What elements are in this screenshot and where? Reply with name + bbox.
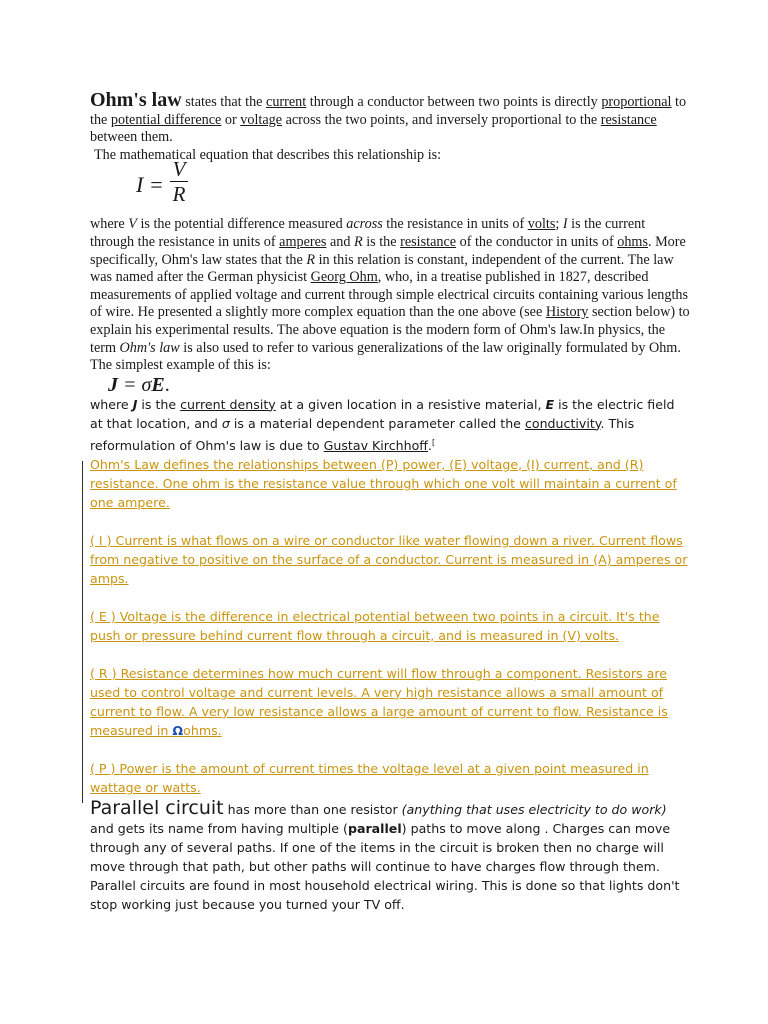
omega-symbol: Ω (172, 722, 184, 738)
link-amperes[interactable]: amperes (279, 233, 327, 250)
equation-denominator: R (172, 182, 186, 207)
link-georg-ohm[interactable]: Georg Ohm (310, 269, 378, 286)
paragraph-equation-intro: The mathematical equation that describes this relationship is: (94, 146, 442, 163)
equation-lhs: I = (136, 172, 164, 198)
document-page (90, 89, 690, 914)
link-conductivity[interactable]: conductivity (524, 415, 601, 431)
summary-ohms-law: Ohm's Law defines the relationships between (P) power, (E) voltage, (I) current, and (R) resistance. One ohm is the resistance value through which one volt will maintain a current of one ampere. (90, 456, 677, 510)
equation-ohms-law (90, 157, 690, 216)
paragraph-ohms-law-definition: Ohm's law states that the current through a conductor between two points is directly proportional to the potential difference or voltage across the two points, and inversely proportional to the resistance between them. (90, 89, 687, 146)
summary-power: ( P ) Power is the amount of current times the voltage level at a given point measured in wattage or watts. (90, 760, 649, 795)
link-voltage[interactable]: voltage (240, 111, 283, 128)
paragraph-parallel-circuit: Parallel circuit has more than one resistor (anything that uses electricity to do work) and gets its name from having multiple (parallel) paths to move along . Charges can move through any of several paths. If one of the items in the circuit is broken then no charge will move through that path, but other paths will continue to have charges flow through them. Parallel circuits are found in most household electrical wiring. This is done so that lights don't stop working just because you turned your TV off. (90, 796, 680, 912)
summary-current: ( I ) Current is what flows on a wire or conductor like water flowing down a river. Current flows from negative to positive on the surface of a conductor. Current is measured in (A) amperes or amps. (90, 532, 688, 586)
ohms-law-title: Ohm's law (90, 89, 182, 111)
link-history[interactable]: History (545, 304, 589, 321)
link-current[interactable]: current (266, 94, 307, 110)
parallel-circuit-title: Parallel circuit (90, 796, 224, 819)
equation-current-density: J = σE. (108, 373, 170, 396)
paragraph-variables: where V is the potential difference measured across the resistance in units of volts; I is the current through the resistance in units of amperes and R is the resistance of the conductor in units of ohms. More specifically, Ohm's law states that the R in this relation is constant, independent of the current. The law was named after the German physicist Georg Ohm, who, in a treatise published in 1827, described measurements of applied voltage and current through simple electrical circuits containing various lengths of wire. He presented a slightly more complex equation than the one above (see History section below) to explain his experimental results. The above equation is the modern form of Ohm's law.In physics, the term Ohm's law is also used to refer to various generalizations of the law originally formulated by Ohm. The simplest example of this is: (90, 216, 690, 374)
link-resistance[interactable]: resistance (600, 111, 657, 128)
equation-numerator: V (172, 157, 186, 182)
link-potential-difference[interactable]: potential difference (110, 111, 222, 128)
summary-voltage: ( E ) Voltage is the difference in electrical potential between two points in a circuit. It's the push or pressure behind current flow through a circuit, and is measured in (V) volts. (90, 608, 660, 643)
paragraph-current-density: where J is the current density at a given location in a resistive material, E is the electric field at that location, and σ is a material dependent parameter called the conductivity. This reformulation of Ohm's law is due to Gustav Kirchhoff.[ (90, 396, 675, 453)
link-ohms[interactable]: ohms (617, 233, 648, 250)
summary-resistance: ( R ) Resistance determines how much current will flow through a component. Resistors are used to control voltage and current levels. A very high resistance allows a small amount of current to flow. A very low resistance allows a large amount of current to flow. Resistance is measured in Ωohms. (90, 665, 668, 738)
link-current-density[interactable]: current density (180, 396, 276, 412)
link-proportional[interactable]: proportional (601, 94, 672, 110)
equation-fraction (170, 158, 188, 205)
link-resistance-2[interactable]: resistance (400, 233, 457, 250)
revision-bar (82, 461, 83, 803)
link-volts[interactable]: volts (527, 216, 556, 233)
ohms-law-summary (90, 455, 690, 797)
link-gustav-kirchhoff[interactable]: Gustav Kirchhoff (323, 437, 428, 453)
